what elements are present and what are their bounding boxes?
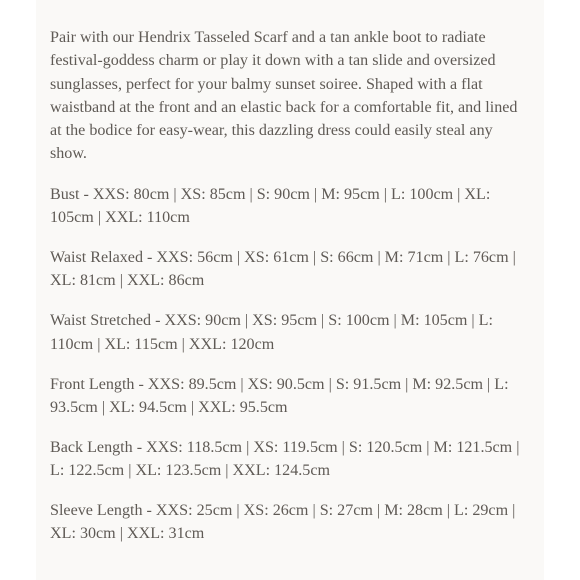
product-description-card xyxy=(36,0,544,580)
measurement-waist-relaxed: Waist Relaxed - XXS: 56cm | XS: 61cm | S: 66cm | M: 71cm | L: 76cm | XL: 81cm | XXL: 86cm xyxy=(50,249,516,290)
measurement-sleeve-length: Sleeve Length - XXS: 25cm | XS: 26cm | S: 27cm | M: 28cm | L: 29cm | XL: 30cm | XXL: 31cm xyxy=(50,502,516,543)
measurement-front-length: Front Length - XXS: 89.5cm | XS: 90.5cm | S: 91.5cm | M: 92.5cm | L: 93.5cm | XL: 94.5cm | XXL: 95.5cm xyxy=(50,375,509,416)
measurement-bust: Bust - XXS: 80cm | XS: 85cm | S: 90cm | M: 95cm | L: 100cm | XL: 105cm | XXL: 110cm xyxy=(50,185,491,227)
measurement-waist-stretched: Waist Stretched - XXS: 90cm | XS: 95cm | S: 100cm | M: 105cm | L: 110cm | XL: 115cm | XXL: 120cm xyxy=(50,312,493,353)
product-description: Pair with our Hendrix Tasseled Scarf and a tan ankle boot to radiate festival-goddess charm or play it down with a tan slide and oversized sunglasses, perfect for your balmy sunset soiree. Shaped with a flat waistband at the front and an elastic back for a comfortable fit, and lined at the bodice for easy-wear, this dazzling dress could easily steal any show. xyxy=(50,29,518,163)
measurement-back-length: Back Length - XXS: 118.5cm | XS: 119.5cm | S: 120.5cm | M: 121.5cm | L: 122.5cm | XL: 123.5cm | XXL: 124.5cm xyxy=(50,438,520,480)
